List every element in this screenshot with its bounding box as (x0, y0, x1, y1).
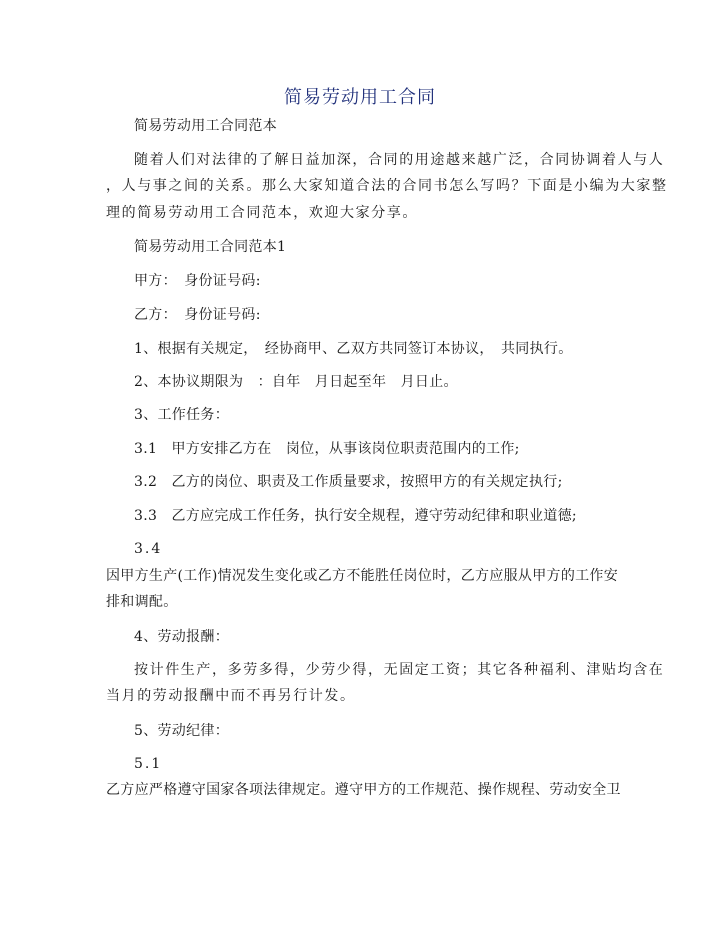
document-title: 简易劳动用工合同 (284, 87, 436, 108)
intro-line-1: 随着人们对法律的了解日益加深，合同的用途越来越广泛，合同协调着人与人 (134, 152, 665, 168)
clause-3-4-line-2: 排和调配。 (106, 594, 178, 610)
clause-2: 2、本协议期限为 ：自年 月日起至年 月日止。 (134, 374, 458, 390)
clause-5-1-line-1: 乙方应严格遵守国家各项法律规定。遵守甲方的工作规范、操作规程、劳动安全卫 (106, 782, 621, 798)
document-subtitle: 简易劳动用工合同范本 (134, 118, 277, 134)
sample-heading: 简易劳动用工合同范本1 (134, 239, 287, 255)
clause-3-2: 3.2 乙方的岗位、职责及工作质量要求，按照甲方的有关规定执行; (134, 474, 563, 490)
party-a-line: 甲方： 身份证号码: (134, 273, 261, 289)
clause-4-line-1: 按计件生产，多劳多得，少劳少得，无固定工资；其它各种福利、津贴均含在 (134, 662, 665, 678)
clause-3-3: 3.3 乙方应完成工作任务，执行安全规程，遵守劳动纪律和职业道德; (134, 508, 577, 524)
clause-1: 1、根据有关规定， 经协商甲、乙双方共同签订本协议， 共同执行。 (134, 341, 573, 357)
clause-4-heading: 4、劳动报酬： (134, 629, 230, 645)
party-b-line: 乙方： 身份证号码: (134, 307, 261, 323)
clause-3-4-line-1: 因甲方生产(工作)情况发生变化或乙方不能胜任岗位时，乙方应服从甲方的工作安 (106, 568, 619, 584)
intro-line-2: ，人与事之间的关系。那么大家知道合法的合同书怎么写吗？下面是小编为大家整 (106, 178, 668, 194)
intro-line-3: 理的简易劳动用工合同范本，欢迎大家分享。 (106, 205, 418, 221)
clause-5-1-number: 5.1 (134, 756, 163, 772)
clause-3-1: 3.1 甲方安排乙方在 岗位，从事该岗位职责范围内的工作; (134, 441, 520, 457)
clause-5-heading: 5、劳动纪律： (134, 723, 230, 739)
clause-4-line-2: 当月的劳动报酬中而不再另行计发。 (106, 688, 356, 704)
clause-3-4-number: 3.4 (134, 541, 163, 557)
clause-3-heading: 3、工作任务： (134, 407, 230, 423)
